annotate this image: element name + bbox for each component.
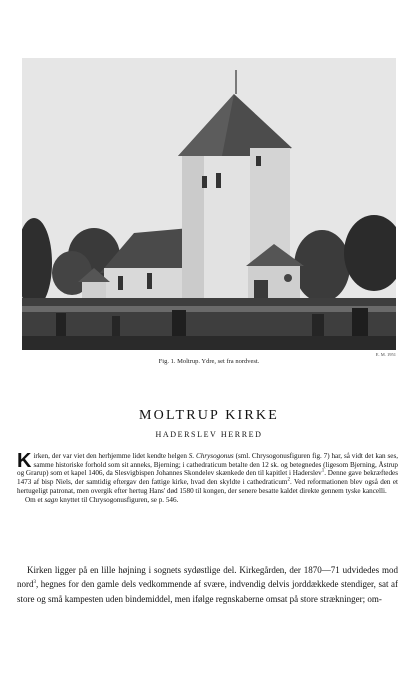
body-paragraph [17, 563, 398, 606]
legend-paragraph [17, 496, 398, 505]
photo-credit: E. M. 1951 [375, 352, 396, 357]
church-photograph [22, 58, 396, 350]
body-text-b: , hegnes for den gamle dels vedkommende af svære, indvendig delvis jorddækkede stendiger, sat af store og små kampesten uden bindemiddel, men ifølge regnskaberne omsat på store strækninger; om- [17, 579, 398, 604]
page-subtitle: HADERSLEV HERRED [155, 430, 263, 439]
page-title: MOLTRUP KIRKE [139, 408, 279, 423]
intro-text-a: irken, der var viet den herhjemme lidet kendte helgen [33, 452, 189, 460]
intro-text-d: . Ved reformationen blev også den et hertugeligt patronat, men overgik efter hertug Hans' død 1580 til kongen, der senere besatte kaldet direkte gennem tyske kancelli. [17, 478, 398, 495]
intro-text-b: (sml. Chrysogonusfiguren fig. 7) har, så vidt det kan ses, samme historiske forhold som sit anneks, Bjerning; i cathedraticum betalte den 12 sk. og betegnedes (ligesom Bjerning, Åstrup og Grarup) som et kapel 1406, da Slesvigbispen Johannes Skondelev skænkede den til kapitlet i Haderslev [17, 452, 399, 478]
footnote-ref-1: 1 [321, 469, 325, 475]
footnote-ref-3: 3 [33, 580, 36, 586]
intro-paragraph [17, 452, 398, 496]
drop-cap: K [17, 450, 32, 472]
intro-text-c: . Denne gave bekræftedes 1473 af bisp Niels, der samtidig eftergav den fattige kirke, hvad den skyldte i cathedraticum [17, 469, 398, 487]
figure-caption: Fig. 1. Moltrup. Ydre, set fra nordvest. [158, 358, 260, 365]
legend-text-a: Om et [25, 495, 45, 504]
intro-text [17, 452, 398, 504]
footnote-ref-2: 2 [287, 477, 290, 483]
sagn-word: sagn [44, 495, 58, 504]
legend-text-b: knyttet til Chrysogonusfiguren, se p. 546. [57, 495, 179, 504]
body-text-a: Kirken ligger på en lille højning i sognets sydøstlige del. Kirkegården, der 1870—71 udvidedes mod nord [17, 565, 398, 590]
saint-name: S. Chrysogonus [188, 452, 234, 460]
